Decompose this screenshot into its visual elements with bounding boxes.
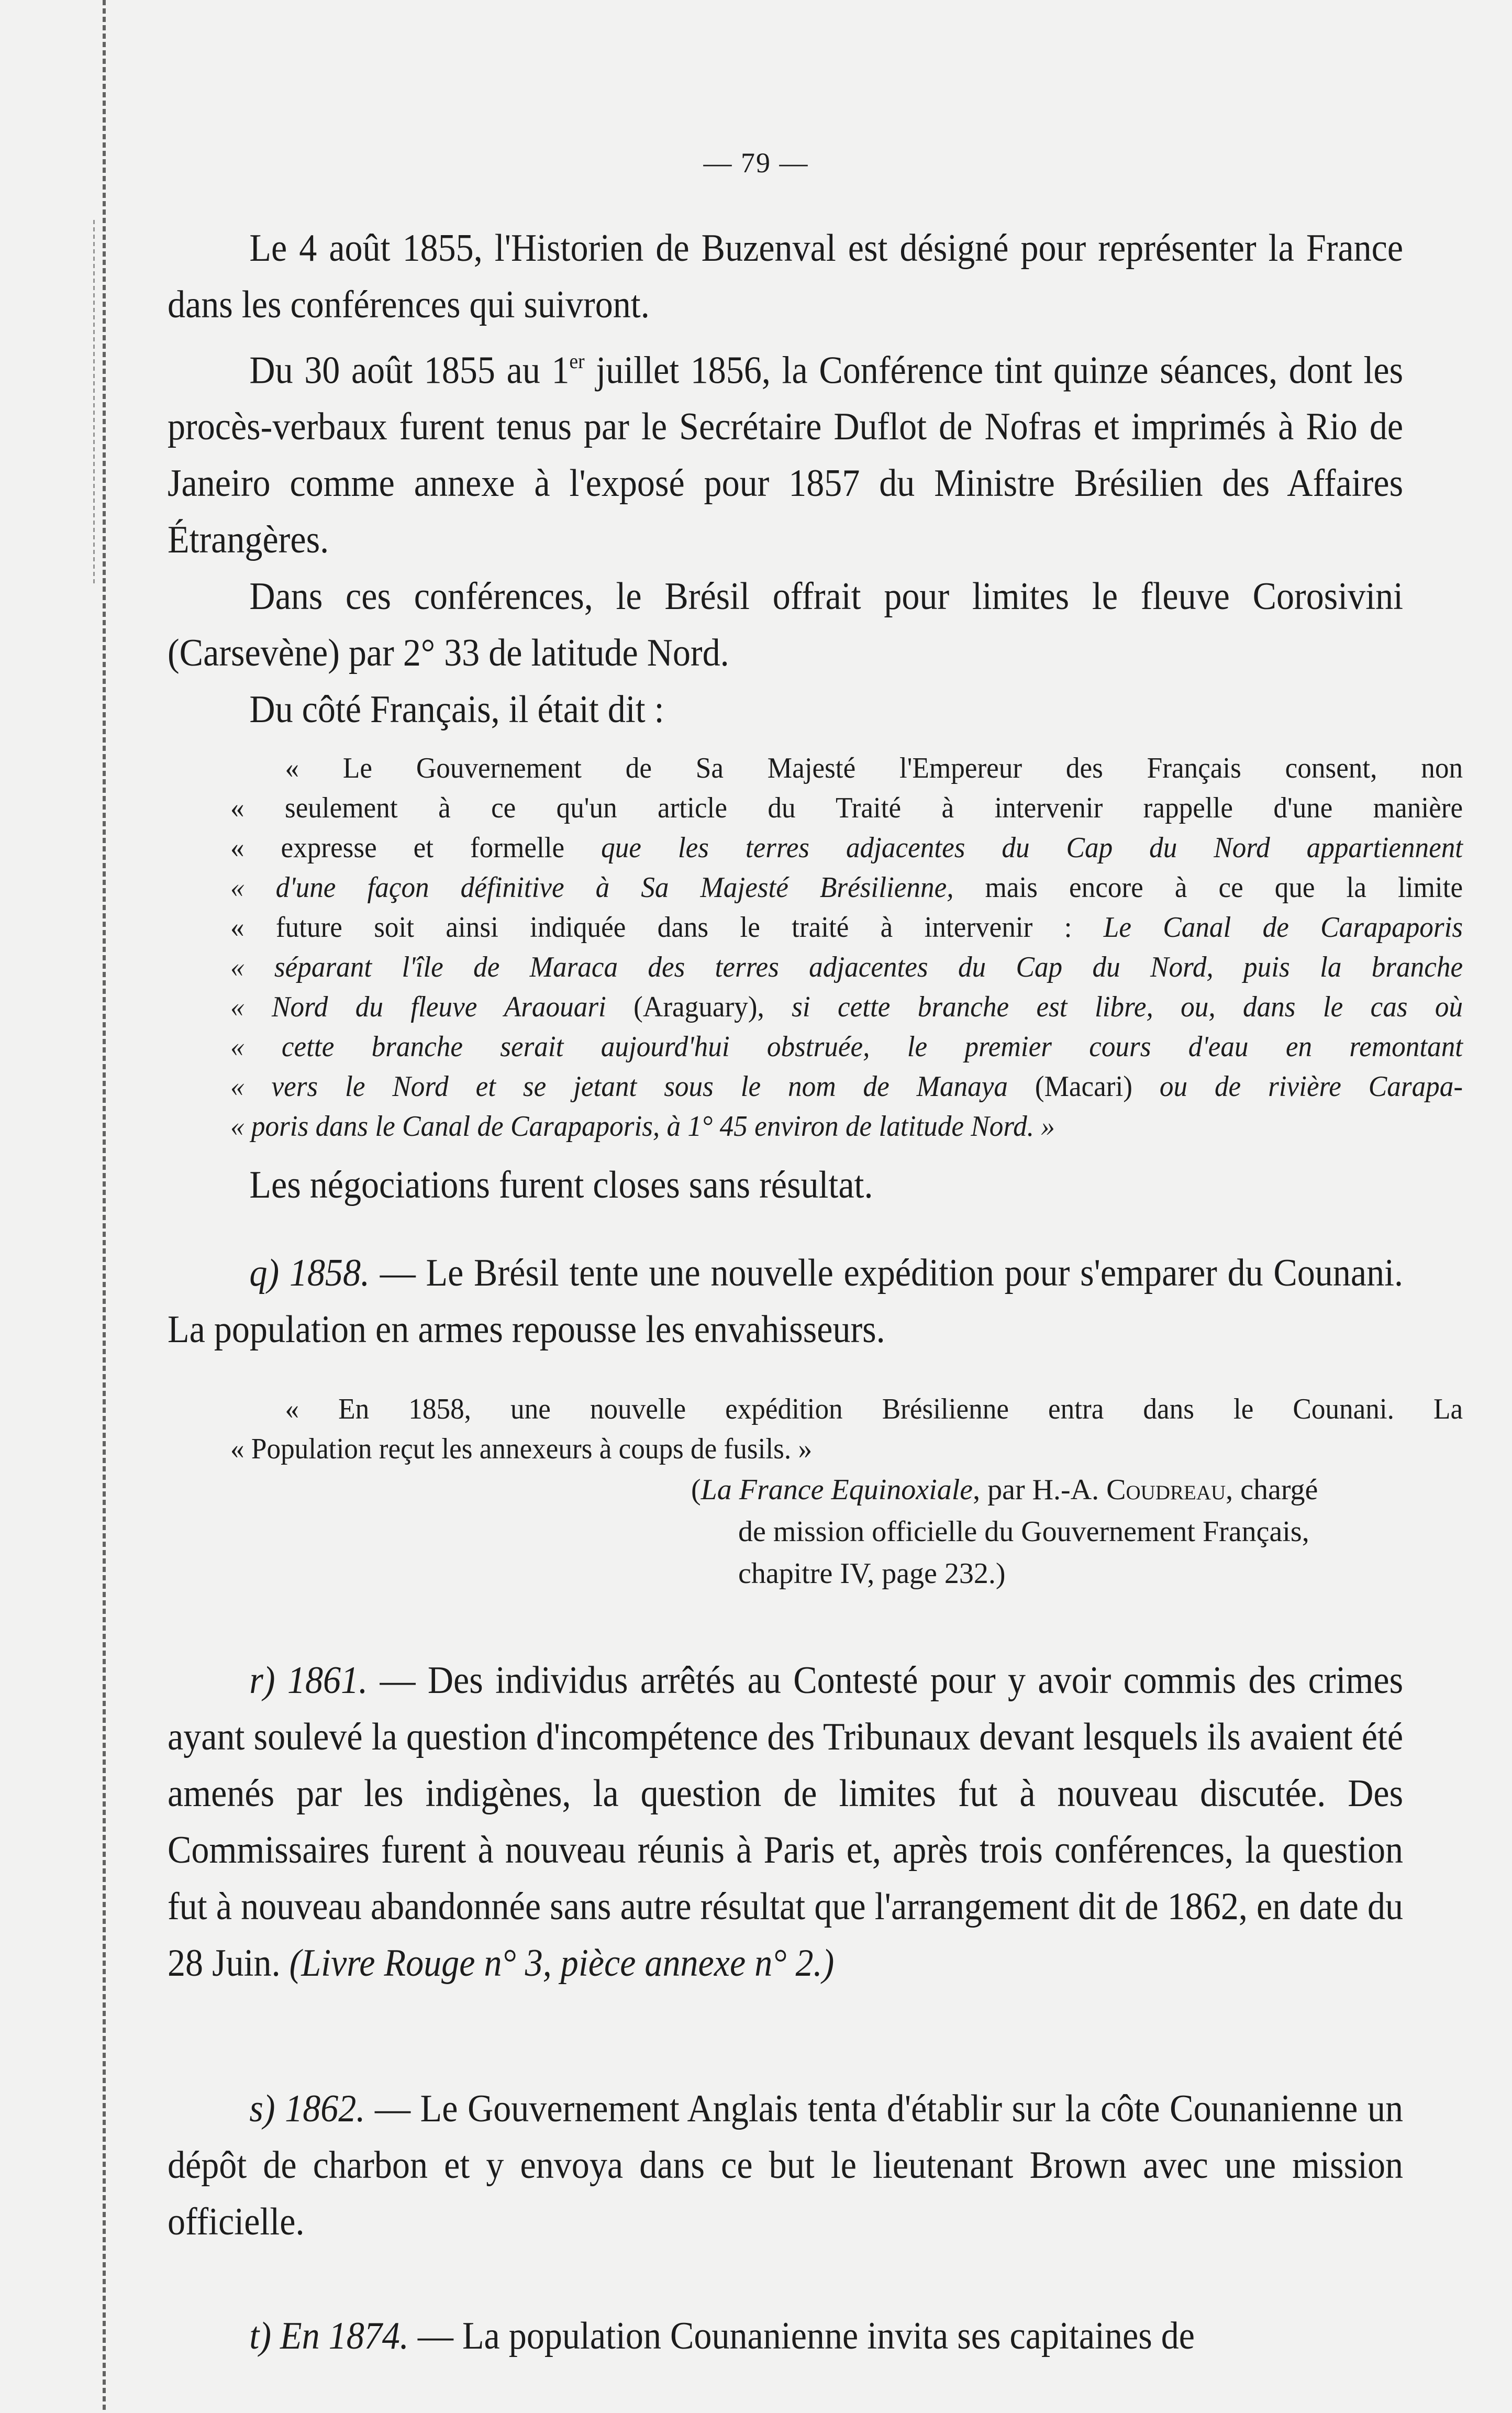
section-q-1858: q) 1858. — Le Brésil tente une nouvelle expédition pour s'emparer du Counani. La population en armes repousse les envahisseurs. — [168, 1252, 1404, 1352]
page-number: — 79 — — [703, 147, 809, 179]
quote-line: « Population reçut les annexeurs à coups de fusils. » — [230, 1433, 813, 1466]
quote-line: « d'une façon définitive à Sa Majesté Brésilienne, mais encore à ce que la limite — [230, 871, 1463, 904]
quote-line: « seulement à ce qu'un article du Traité à intervenir rappelle d'une manière — [230, 792, 1463, 825]
quote-line: « cette branche serait aujourd'hui obstruée, le premier cours d'eau en remontant — [230, 1031, 1463, 1064]
margin-rule — [103, 0, 106, 2413]
paragraph-buzenval: Le 4 août 1855, l'Historien de Buzenval est désigné pour représenter la France dans les conférences qui suivront. — [168, 227, 1404, 326]
section-label: s) 1862. — [249, 2087, 365, 2131]
paragraph-cote-francais: Du côté Français, il était dit : — [249, 688, 664, 732]
citation-author: Coudreau — [1106, 1474, 1226, 1507]
quote-line: « séparant l'île de Maraca des terres adjacentes du Cap du Nord, puis la branche — [230, 951, 1463, 984]
section-s-1862: s) 1862. — Le Gouvernement Anglais tenta d'établir sur la côte Counanienne un dépôt de charbon et y envoya dans ce but le lieutenant Brown avec une mission officielle. — [168, 2087, 1404, 2244]
paragraph-conference: Du 30 août 1855 au 1er juillet 1856, la Conférence tint quinze séances, dont les procès-verbaux furent tenus par le Secrétaire Duflot de Nofras et imprimés à Rio de Janeiro comme annexe à l'exposé pour 1857 du Ministre Brésilien des Affaires Étrangères. — [168, 349, 1404, 562]
section-t-1874: t) En 1874. — La population Counanienne invita ses capitaines de — [249, 2315, 1195, 2358]
page-body — [168, 220, 1463, 2364]
paragraph-negociations: Les négociations furent closes sans résultat. — [249, 1164, 873, 1207]
quote-line: « poris dans le Canal de Carapaporis, à 1° 45 environ de latitude Nord. » — [230, 1110, 1055, 1143]
section-label: t) En 1874. — [249, 2315, 409, 2358]
quote-line: « En 1858, une nouvelle expédition Brésilienne entra dans le Counani. La — [285, 1393, 1463, 1426]
superscript: er — [569, 349, 585, 373]
citation-coudreau: (La France Equinoxiale, par H.-A. Coudreau, chargé de mission officielle du Gouvernement Français, chapitre IV, page 232.) — [691, 1474, 1318, 1590]
quote-line: « Le Gouvernement de Sa Majesté l'Empereur des Français consent, non — [285, 752, 1463, 785]
section-label: q) 1858. — [249, 1252, 370, 1295]
reference-livre-rouge: (Livre Rouge n° 3, pièce annexe n° 2.) — [289, 1942, 835, 1985]
block-quote-gouvernement — [230, 748, 1463, 1146]
quote-line: « expresse et formelle que les terres adjacentes du Cap du Nord appartiennent — [230, 832, 1463, 865]
section-r-1861: r) 1861. — Des individus arrêtés au Contesté pour y avoir commis des crimes ayant soulevé la question d'incompétence des Tribunaux devant lesquels ils avaient été amenés par les indigènes, la question de limites fut à nouveau discutée. Des Commissaires furent à nouveau réunis à Paris et, après trois conférences, la question fut à nouveau abandonnée sans autre résultat que l'arrangement dit de 1862, en date du 28 Juin. (Livre Rouge n° 3, pièce annexe n° 2.) — [168, 1659, 1404, 1985]
paragraph-bresil-limites: Dans ces conférences, le Brésil offrait pour limites le fleuve Corosivini (Carsevène) par 2° 33 de latitude Nord. — [168, 575, 1404, 675]
block-quote-1858 — [230, 1389, 1463, 1469]
citation-title: La France Equinoxiale — [701, 1474, 973, 1507]
quote-line: « Nord du fleuve Araouari (Araguary), si cette branche est libre, ou, dans le cas où — [230, 991, 1463, 1024]
quote-line: « vers le Nord et se jetant sous le nom de Manaya (Macari) ou de rivière Carapa- — [230, 1070, 1463, 1103]
quote-line: « future soit ainsi indiquée dans le traité à intervenir : Le Canal de Carapaporis — [230, 911, 1463, 944]
section-label: r) 1861. — [249, 1659, 368, 1702]
margin-rule-secondary — [93, 220, 95, 586]
